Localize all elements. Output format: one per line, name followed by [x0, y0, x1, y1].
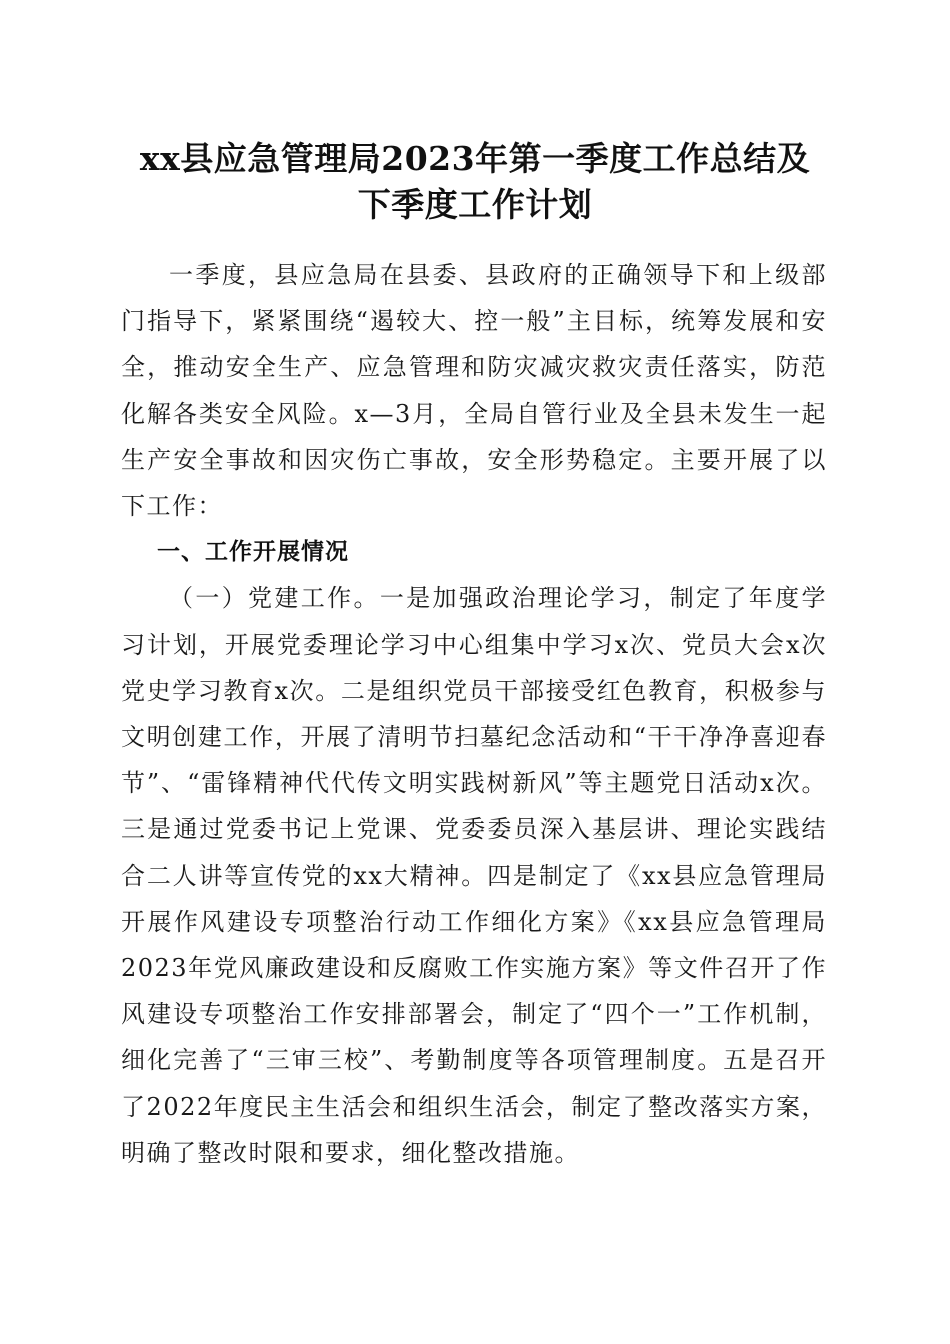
title-line-2: 下季度工作计划 [357, 185, 593, 224]
intro-paragraph: 一季度，县应急局在县委、县政府的正确领导下和上级部门指导下，紧紧围绕“遏较大、控一般”主目标，统筹发展和安全，推动安全生产、应急管理和防灾减灾救灾责任落实，防范化解各类安全风险。x—3月，全局自管行业及全县未发生一起生产安全事故和因灾伤亡事故，安全形势稳定。主要开展了以下工作： [121, 261, 827, 521]
section-heading-1: 一、工作开展情况 [157, 539, 349, 566]
document-title [100, 136, 850, 228]
party-building-paragraph: （一）党建工作。一是加强政治理论学习，制定了年度学习计划，开展党委理论学习中心组集中学习x次、党员大会x次党史学习教育x次。二是组织党员干部接受红色教育，积极参与文明创建工作，开展了清明节扫墓纪念活动和“干干净净喜迎春节”、“雷锋精神代代传文明实践树新风”等主题党日活动x次。三是通过党委书记上党课、党委委员深入基层讲、理论实践结合二人讲等宣传党的xx大精神。四是制定了《xx县应急管理局开展作风建设专项整治行动工作细化方案》《xx县应急管理局2023年党风廉政建设和反腐败工作实施方案》等文件召开了作风建设专项整治工作安排部署会，制定了“四个一”工作机制，细化完善了“三审三校”、考勤制度等各项管理制度。五是召开了2022年度民主生活会和组织生活会，制定了整改落实方案，明确了整改时限和要求，细化整改措施。 [121, 584, 827, 1167]
title-line-1: xx县应急管理局2023年第一季度工作总结及 [139, 139, 811, 178]
document-body [121, 252, 827, 1176]
